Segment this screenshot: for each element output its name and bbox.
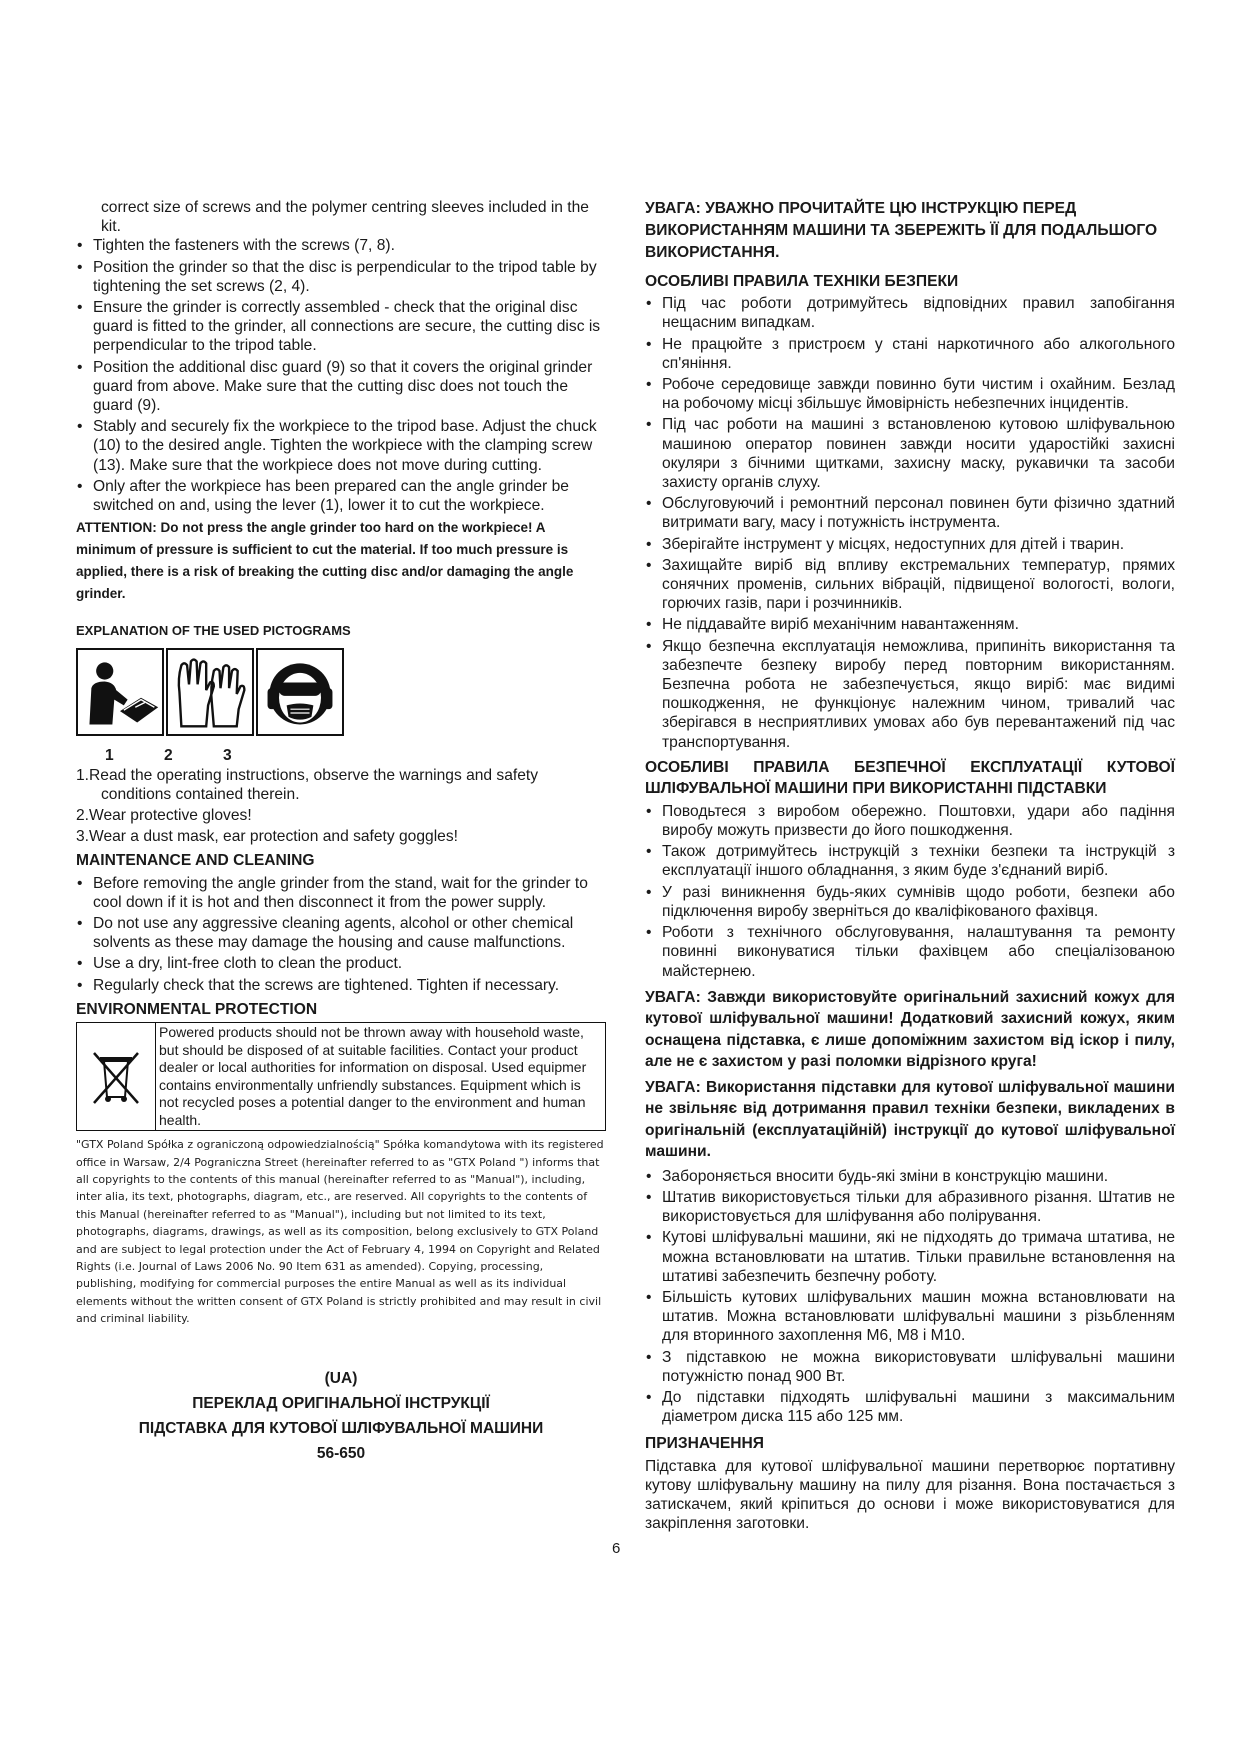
stand-safety-list bbox=[645, 802, 1175, 981]
list-item: • Обслуговуючий і ремонтний персонал повинен бути фізично здатний витримати вагу, масу і потужність інструмента. bbox=[645, 494, 1175, 532]
attention-note: ATTENTION: Do not press the angle grinder too hard on the workpiece! A minimum of pressure is sufficient to cut the material. If too much pressure is applied, there is a risk of breaking the cutting disc and/or damaging the angle grinder. bbox=[76, 520, 574, 602]
list-item: • Забороняється вносити будь-які зміни в конструкцію машини. bbox=[645, 1167, 1175, 1186]
list-item: • Ensure the grinder is correctly assembled - check that the original disc guard is fitted to the grinder, all connections are secure, the cutting disc is perpendicular to the tripod table. bbox=[76, 298, 606, 356]
ua-model-number: 56-650 bbox=[316, 1444, 366, 1462]
read-manual-icon bbox=[76, 648, 164, 736]
list-item: • Якщо безпечна експлуатація неможлива, припиніть використання та забезпечте безпеку виробу перед повторним використанням. Безпечна робота не забезпечується, якщо виріб: має видимі пошкодження, не функціонує належним чином, тривалий час зберігався в несприятливих умовах або був перевантажений під час транспортування. bbox=[645, 637, 1175, 752]
warning-title: УВАГА: УВАЖНО ПРОЧИТАЙТЕ ЦЮ ІНСТРУКЦІЮ ПЕРЕД ВИКОРИСТАННЯМ МАШИНИ ТА ЗБЕРЕЖІТЬ ЇЇ ДЛЯ ПОДАЛЬШОГО ВИКОРИСТАННЯ. bbox=[645, 200, 1158, 261]
list-item: • Роботи з технічного обслуговування, налаштування та ремонту повинні виконуватися тільки фахівцем або спеціалізованою майстернею. bbox=[645, 923, 1175, 981]
list-item: • Робоче середовище завжди повинно бути чистим і охайним. Безлад на робочому місці збільшує ймовірність небезпечних інцидентів. bbox=[645, 375, 1175, 413]
list-item: • Tighten the fasteners with the screws (7, 8). bbox=[76, 236, 606, 255]
list-item: 3.Wear a dust mask, ear protection and safety goggles! bbox=[76, 828, 458, 846]
safety-list bbox=[645, 294, 1175, 752]
maintenance-title: MAINTENANCE AND CLEANING bbox=[76, 852, 315, 870]
list-item: • Не працюйте з пристроєм у стані наркотичного або алкогольного сп'яніння. bbox=[645, 335, 1175, 373]
protective-gloves-icon bbox=[166, 648, 254, 736]
list-item: • У разі виникнення будь-яких сумнівів щодо роботи, безпеки або підключення виробу зверніться до кваліфікованого фахівця. bbox=[645, 883, 1175, 921]
list-item: • Position the grinder so that the disc is perpendicular to the tripod table by tightening the set screws (2, 4). bbox=[76, 258, 606, 296]
list-item: • Поводьтеся з виробом обережно. Поштовхи, удари або падіння виробу можуть призвести до його пошкодження. bbox=[645, 802, 1175, 840]
pictogram-explanations bbox=[76, 766, 606, 847]
pictograms-title: EXPLANATION OF THE USED PICTOGRAMS bbox=[76, 623, 351, 639]
maintenance-list bbox=[76, 874, 606, 995]
pictogram-numbers bbox=[105, 746, 606, 765]
ua-title-block bbox=[76, 1366, 606, 1466]
list-item: 1.Read the operating instructions, observe the warnings and safety conditions contained therein. bbox=[76, 766, 539, 803]
list-item: • З підставкою не можна використовувати шліфувальні машини потужністю понад 900 Вт. bbox=[645, 1348, 1175, 1386]
page-number: 6 bbox=[612, 1540, 621, 1557]
safety-title: ОСОБЛИВІ ПРАВИЛА ТЕХНІКИ БЕЗПЕКИ bbox=[645, 273, 959, 290]
list-item: • Більшість кутових шліфувальних машин можна встановлювати на штатив. Можна встановлювати шліфувальні машини з різьбленням для вторинного захоплення M6, M8 і M10. bbox=[645, 1288, 1175, 1346]
intro-continuation: correct size of screws and the polymer centring sleeves included in the kit. bbox=[101, 199, 589, 236]
stand-safety-title: ОСОБЛИВІ ПРАВИЛА БЕЗПЕЧНОЇ ЕКСПЛУАТАЦІЇ КУТОВОЇ ШЛІФУВАЛЬНОЇ МАШИНИ ПРИ ВИКОРИСТАННІ ПІДСТАВКИ bbox=[645, 758, 1175, 797]
list-item: • Під час роботи на машині з встановленою кутовою шліфувальною машиною оператор повинен завжди носити ударостійкі захисні окуляри з бічними щитками, захисну маску, рукавички та засоби захисту органів слуху. bbox=[645, 415, 1175, 492]
pictogram-row bbox=[76, 648, 606, 736]
list-item: • Кутові шліфувальні машини, які не підходять до тримача штатива, не можна встановлювати на штатив. Тільки правильне встановлення на штативі забезпечить безпечну роботу. bbox=[645, 1228, 1175, 1286]
list-item: • До підставки підходять шліфувальні машини з максимальним діаметром диска 115 або 125 мм. bbox=[645, 1388, 1175, 1426]
list-item: • Position the additional disc guard (9) so that it covers the original grinder guard from above. Make sure that the cutting disc does not touch the guard (9). bbox=[76, 358, 606, 416]
assembly-list bbox=[76, 236, 606, 515]
list-item: • Stably and securely fix the workpiece to the tripod base. Adjust the chuck (10) to the desired angle. Tighten the workpiece with the clamping screw (13). Make sure that the workpiece does not move during cutting. bbox=[76, 417, 606, 475]
pictogram-number: 3 bbox=[223, 747, 232, 765]
pictogram-number: 2 bbox=[164, 747, 173, 765]
crossed-out-wheelie-bin-icon bbox=[77, 1023, 156, 1130]
list-item: • Only after the workpiece has been prepared can the angle grinder be switched on and, using the lever (1), lower it to cut the workpiece. bbox=[76, 477, 606, 515]
attention-guard: УВАГА: Завжди використовуйте оригінальний захисний кожух для кутової шліфувальної машини! Додатковий захисний кожух, яким оснащена підставка, є лише допоміжним захистом від іскор і пилу, але не є захистом у разі поломки відрізного круга! bbox=[645, 988, 1175, 1071]
list-item: • Before removing the angle grinder from the stand, wait for the grinder to cool down if it is hot and then disconnect it from the power supply. bbox=[76, 874, 606, 912]
pictogram-number: 1 bbox=[105, 747, 114, 765]
copyright-notice: "GTX Poland Spółka z ograniczoną odpowiedzialnością" Spółka komandytowa with its registered office in Warsaw, 2/4 Pograniczna Street (hereinafter referred to as "GTX Poland ") informs that all copyrights to the contents of this manual (hereinafter referred to as "Manual"), including, inter alia, its text, photographs, diagram, etc., are reserved. All copyrights to the contents of this Manual (hereinafter referred to as "Manual"), including but not limited to its text, photographs, diagrams, drawings, as well as its composition, belong exclusively to GTX Poland and are subject to legal protection under the Act of February 4, 1994 on Copyright and Related Rights (i.e. Journal of Laws 2006 No. 90 Item 631 as amended). Copying, processing, publishing, modifying for commercial purposes the entire Manual as well as its individual elements without the written consent of GTX Poland is strictly prohibited and may result in civil and criminal liability. bbox=[76, 1138, 604, 1326]
environment-box bbox=[76, 1022, 606, 1131]
list-item: • Штатив використовується тільки для абразивного різання. Штатив не використовується для шліфування або полірування. bbox=[645, 1188, 1175, 1226]
ua-translation-title: ПЕРЕКЛАД ОРИГІНАЛЬНОЇ ІНСТРУКЦІЇ bbox=[192, 1394, 490, 1412]
ua-product-title: ПІДСТАВКА ДЛЯ КУТОВОЇ ШЛІФУВАЛЬНОЇ МАШИНИ bbox=[138, 1419, 544, 1437]
ua-language: (UA) bbox=[324, 1369, 358, 1387]
environment-title: ENVIRONMENTAL PROTECTION bbox=[76, 1000, 318, 1018]
right-column bbox=[645, 198, 1175, 1533]
list-item: • Do not use any aggressive cleaning agents, alcohol or other chemical solvents as these may damage the housing and cause malfunctions. bbox=[76, 914, 606, 952]
list-item: • Не піддавайте виріб механічним навантаженням. bbox=[645, 615, 1175, 634]
list-item: • Також дотримуйтесь інструкцій з техніки безпеки та інструкцій з експлуатації іншого обладнання, з яким буде з'єднаний виріб. bbox=[645, 842, 1175, 880]
left-column bbox=[76, 198, 606, 1466]
purpose-text: Підставка для кутової шліфувальної машини перетворює портативну кутову шліфувальну машину на пилу для різання. Вона постачається з затискачем, який кріпиться до основи і може використовуватися для закріплення заготовки. bbox=[645, 1457, 1175, 1533]
list-item: • Use a dry, lint-free cloth to clean the product. bbox=[76, 954, 606, 973]
attention-manual: УВАГА: Використання підставки для кутової шліфувальної машини не звільняє від дотримання правил техніки безпеки, викладених в оригінальній (експлуатаційній) інструкції до кутової шліфувальної машини. bbox=[645, 1078, 1175, 1161]
usage-list bbox=[645, 1167, 1175, 1427]
list-item: • Захищайте виріб від впливу екстремальних температур, прямих сонячних променів, сильних вібрацій, підвищеної вологості, вологи, горючих газів, пари і розчинників. bbox=[645, 556, 1175, 614]
mask-goggles-ear-protection-icon bbox=[256, 648, 344, 736]
environment-text: Powered products should not be thrown away with household waste, but should be disposed of at suitable facilities. Contact your product dealer or local authorities for information on disposal. Used equipmer contains environmentally unfriendly substances. Equipment which is not recycled poses a potential danger to the environment and human health. bbox=[159, 1024, 587, 1128]
list-item: • Під час роботи дотримуйтесь відповідних правил запобігання нещасним випадкам. bbox=[645, 294, 1175, 332]
list-item: 2.Wear protective gloves! bbox=[76, 807, 252, 825]
list-item: • Зберігайте інструмент у місцях, недоступних для дітей і тварин. bbox=[645, 535, 1175, 554]
purpose-title: ПРИЗНАЧЕННЯ bbox=[645, 1435, 765, 1453]
list-item: • Regularly check that the screws are tightened. Tighten if necessary. bbox=[76, 976, 606, 995]
